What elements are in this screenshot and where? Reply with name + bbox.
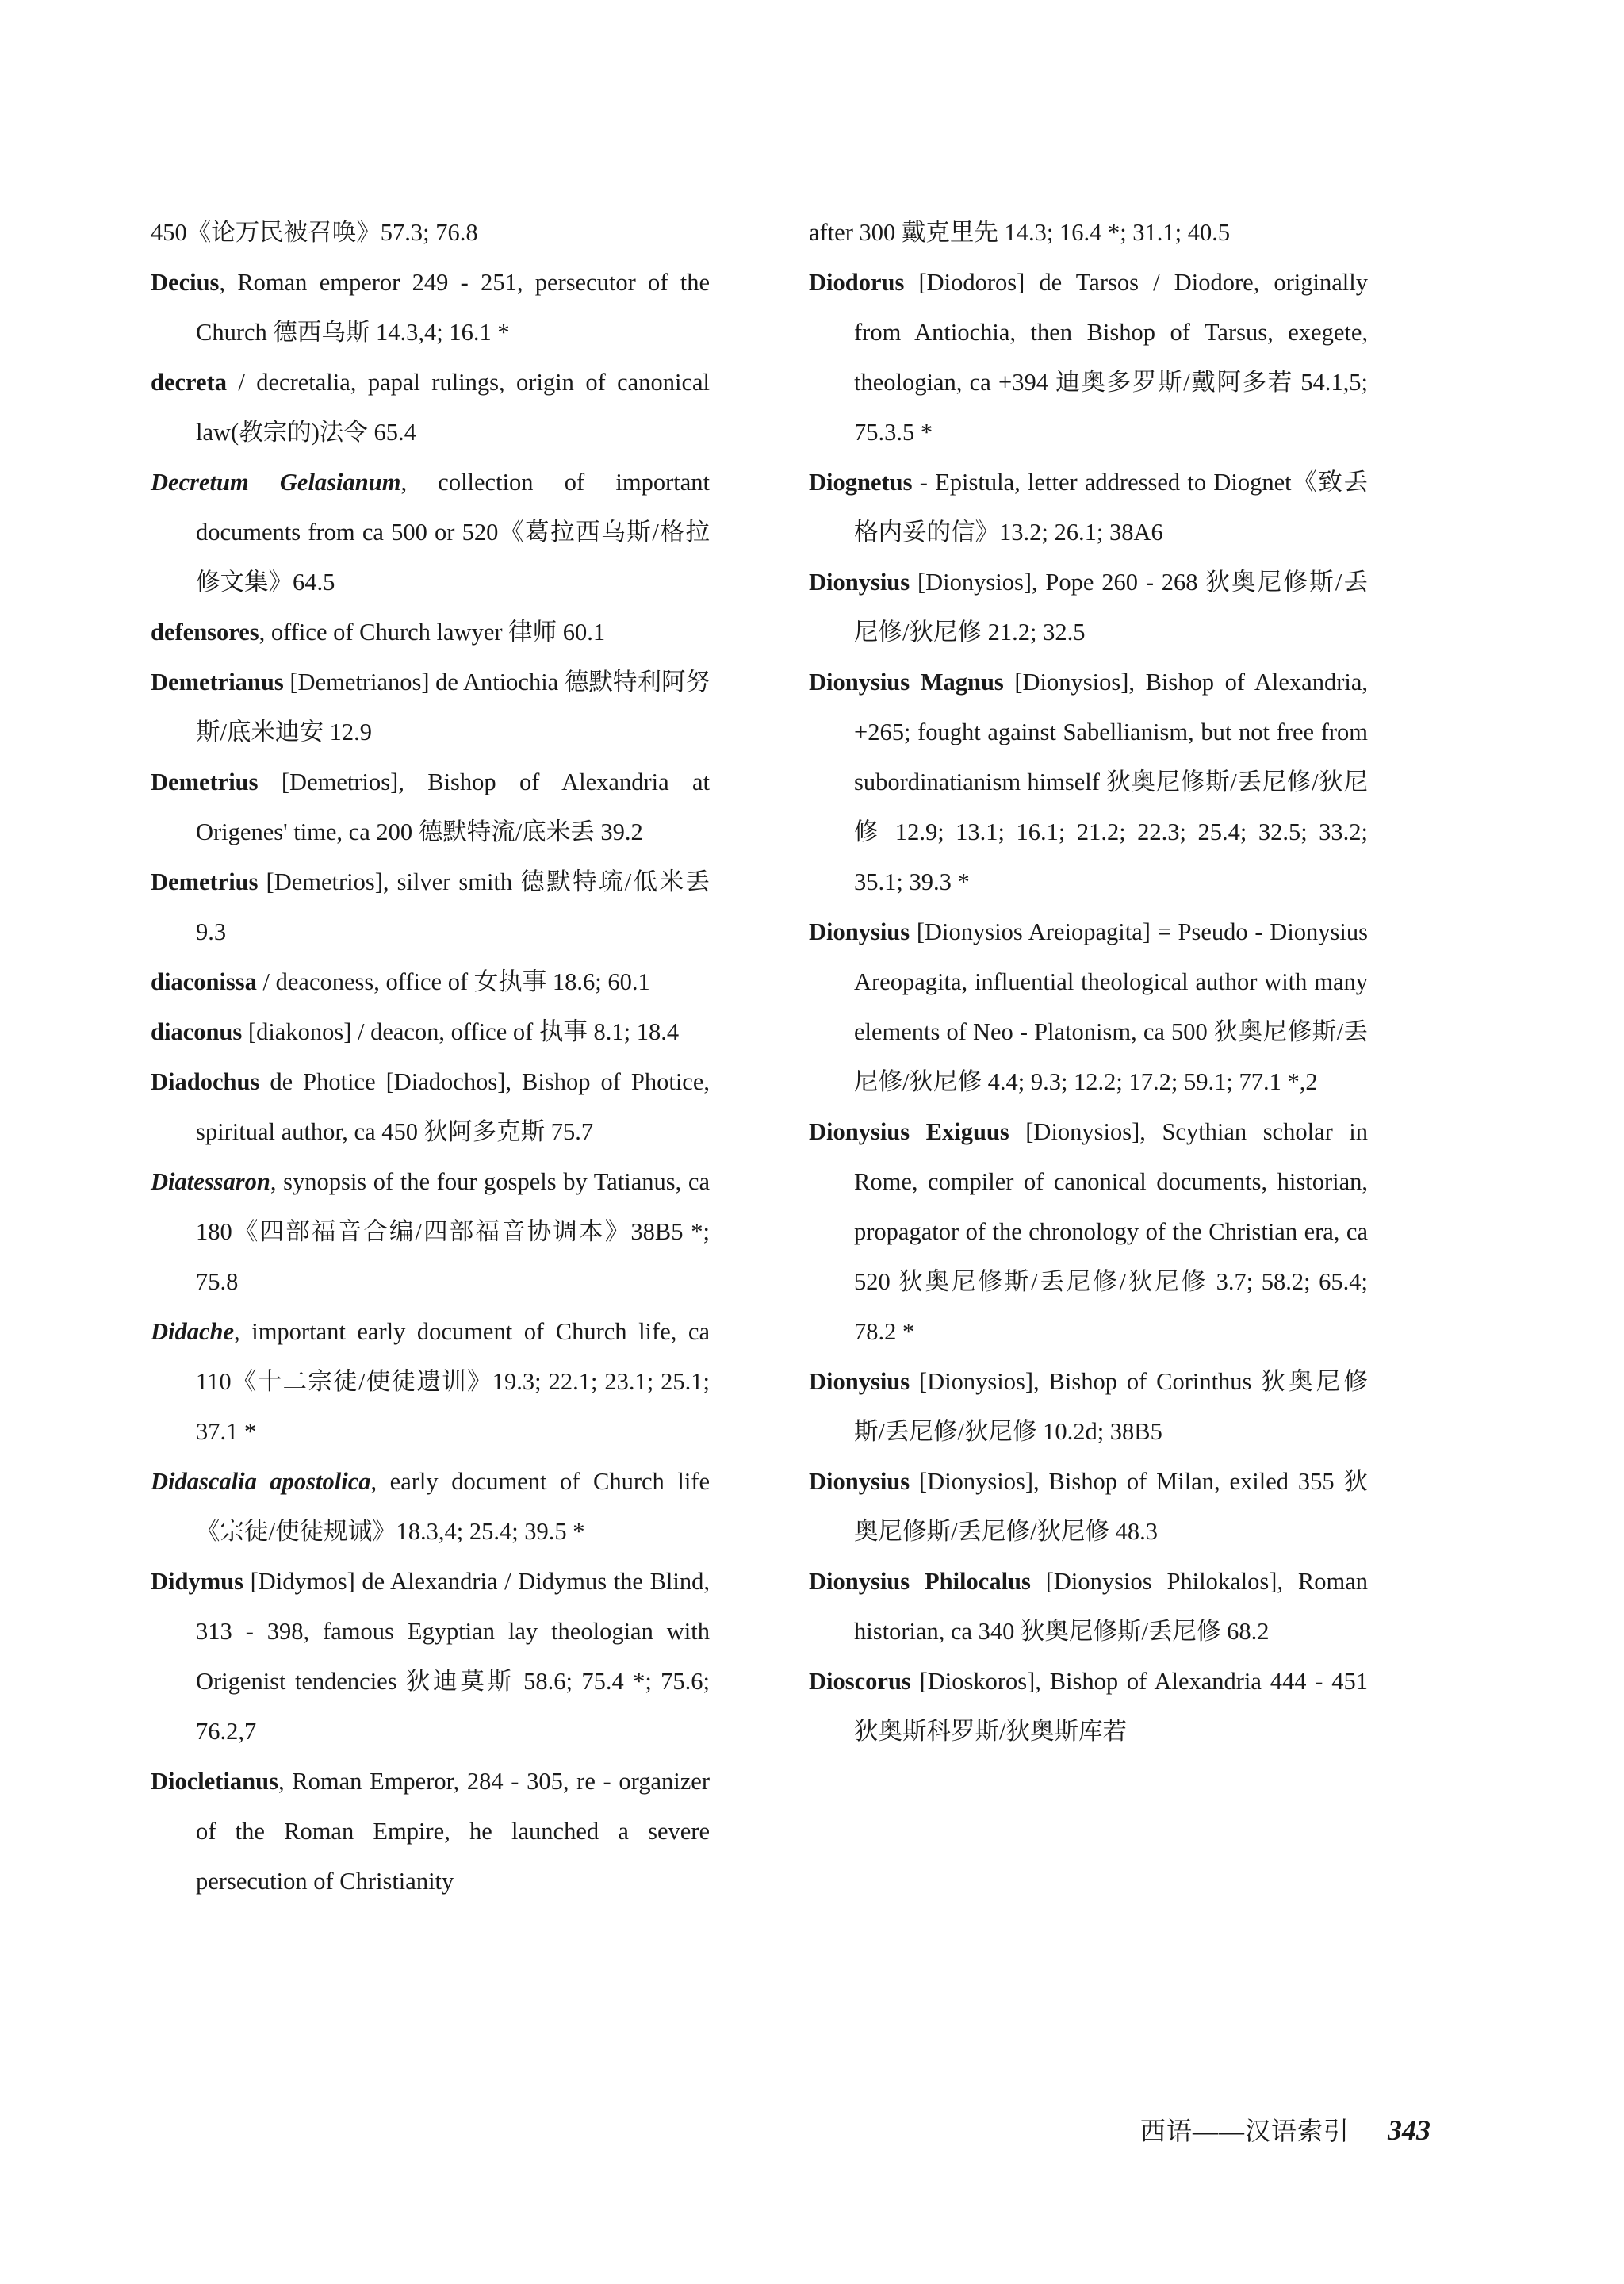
index-entry [151, 1007, 710, 1057]
index-entry [809, 458, 1368, 558]
index-entry [151, 757, 710, 857]
entry-text: , important early document of Church life, ca 110《十二宗徒/使徒遗训》19.3; 22.1; 23.1; 25.1; 37.1 * [196, 1318, 710, 1445]
entry-headword: Diognetus [809, 469, 913, 496]
index-entry [809, 657, 1368, 907]
entry-headword: Didache [151, 1318, 235, 1345]
entry-headword: Diadochus [151, 1068, 260, 1095]
index-entry [151, 957, 710, 1007]
index-entry [151, 657, 710, 757]
entry-text: after 300 戴克里先 14.3; 16.4 *; 31.1; 40.5 [809, 219, 1231, 246]
entry-headword: Decius [151, 269, 220, 296]
entry-text: , Roman Emperor, 284 - 305, re - organizer of the Roman Empire, he launched a severe persecution of Christianity [196, 1768, 710, 1895]
entry-text: , early document of Church life《宗徒/使徒规诫》18.3,4; 25.4; 39.5 * [196, 1468, 710, 1545]
entry-headword: decreta [151, 369, 227, 396]
entry-text: [Dionysios Areiopagita] = Pseudo - Dionysius Areopagita, influential theological author with many elements of Neo - Platonism, ca 500 狄奥尼修斯/丢尼修/狄尼修 4.4; 9.3; 12.2; 17.2; 59.1; 77.1 *,2 [854, 918, 1368, 1095]
entry-text: 450《论万民被召唤》57.3; 76.8 [151, 219, 478, 246]
index-entry [151, 258, 710, 358]
entry-headword: defensores [151, 619, 259, 646]
entry-text: / decretalia, papal rulings, origin of canonical law(教宗的)法令 65.4 [196, 369, 710, 446]
entry-headword: Dionysius [809, 1468, 910, 1495]
entry-headword: Dioscorus [809, 1668, 911, 1695]
page-number: 343 [1388, 2114, 1431, 2146]
index-entry [809, 258, 1368, 458]
entry-text: [diakonos] / deacon, office of 执事 8.1; 18.4 [242, 1018, 680, 1045]
entry-headword: Dionysius Exiguus [809, 1118, 1009, 1145]
entry-text: [Didymos] de Alexandria / Didymus the Blind, 313 - 398, famous Egyptian lay theologian with Origenist tendencies 狄迪莫斯 58.6; 75.4 *; 75.6; 76.2,7 [196, 1568, 710, 1745]
index-entry [151, 1757, 710, 1907]
index-entry [809, 558, 1368, 657]
index-entry [809, 1657, 1368, 1757]
entry-headword: Diatessaron [151, 1168, 270, 1195]
entry-text: [Demetrianos] de Antiochia 德默特利阿努斯/底米迪安 12.9 [196, 669, 710, 745]
entry-headword: Demetrius [151, 768, 259, 795]
entry-headword: Demetrius [151, 868, 259, 895]
entry-text: , synopsis of the four gospels by Tatianus, ca 180《四部福音合编/四部福音协调本》38B5 *; 75.8 [196, 1168, 710, 1295]
index-entry [809, 1457, 1368, 1557]
entry-headword: diaconus [151, 1018, 243, 1045]
index-entry [151, 1307, 710, 1457]
entry-text: [Demetrios], Bishop of Alexandria at Origenes' time, ca 200 德默特流/底米丢 39.2 [196, 768, 710, 845]
entry-text: [Dionysios], Bishop of Alexandria, +265; fought against Sabellianism, but not free from subordinatianism himself 狄奥尼修斯/丢尼修/狄尼修 12.9; 13.1; 16.1; 21.2; 22.3; 25.4; 32.5; 33.2; 35.1; 39.3 * [854, 669, 1368, 895]
index-entry [151, 1557, 710, 1757]
entry-text: , Roman emperor 249 - 251, persecutor of the Church 德西乌斯 14.3,4; 16.1 * [196, 269, 710, 346]
entry-text: [Dionysios], Scythian scholar in Rome, compiler of canonical documents, historian, propagator of the chronology of the Christian era, ca 520 狄奥尼修斯/丢尼修/狄尼修 3.7; 58.2; 65.4; 78.2 * [854, 1118, 1369, 1345]
entry-headword: Dionysius [809, 918, 910, 945]
entry-headword: diaconissa [151, 968, 257, 995]
entry-text: / deaconess, office of 女执事 18.6; 60.1 [256, 968, 650, 995]
page-footer [1140, 2111, 1431, 2148]
entry-text: de Photice [Diadochos], Bishop of Photice, spiritual author, ca 450 狄阿多克斯 75.7 [196, 1068, 710, 1145]
entry-headword: Dionysius [809, 569, 910, 596]
entry-headword: Dionysius Philocalus [809, 1568, 1031, 1595]
index-entry [809, 1107, 1368, 1357]
entry-headword: Dionysius [809, 1368, 910, 1395]
index-entry [809, 1357, 1368, 1457]
index-entry [151, 358, 710, 458]
right-column [809, 208, 1368, 1757]
entry-text: , office of Church lawyer 律师 60.1 [259, 619, 606, 646]
entry-text: [Dionysios Philokalos], Roman historian, ca 340 狄奥尼修斯/丢尼修 68.2 [854, 1568, 1369, 1645]
entry-headword: Demetrianus [151, 669, 284, 696]
entry-text: [Dionysios], Bishop of Milan, exiled 355 狄奥尼修斯/丢尼修/狄尼修 48.3 [854, 1468, 1368, 1545]
entry-headword: Diodorus [809, 269, 905, 296]
index-entry [151, 1457, 710, 1557]
index-entry [809, 1557, 1368, 1657]
index-entry [151, 458, 710, 607]
index-entry [151, 607, 710, 657]
entry-headword: Didymus [151, 1568, 243, 1595]
entry-text: , collection of important documents from ca 500 or 520《葛拉西乌斯/格拉修文集》64.5 [196, 469, 710, 596]
index-entry [151, 1157, 710, 1307]
index-entry [809, 907, 1368, 1107]
entry-headword: Didascalia apostolica [151, 1468, 371, 1495]
entry-text: [Demetrios], silver smith 德默特琉/低米丢 9.3 [196, 868, 710, 945]
index-entry [809, 208, 1368, 258]
entry-text: [Dionysios], Bishop of Corinthus 狄奥尼修斯/丢尼修/狄尼修 10.2d; 38B5 [854, 1368, 1368, 1445]
entry-headword: Dionysius Magnus [809, 669, 1004, 696]
entry-text: [Diodoros] de Tarsos / Diodore, originally from Antiochia, then Bishop of Tarsus, exegete, theologian, ca +394 迪奥多罗斯/戴阿多若 54.1,5; 75.3.5 * [854, 269, 1368, 446]
left-column [151, 208, 710, 1907]
index-entry [151, 208, 710, 258]
section-label: 西语——汉语索引 [1140, 2117, 1350, 2145]
entry-headword: Diocletianus [151, 1768, 278, 1795]
entry-text: - Epistula, letter addressed to Diognet《致丢格内妥的信》13.2; 26.1; 38A6 [854, 469, 1368, 546]
entry-text: [Dionysios], Pope 260 - 268 狄奥尼修斯/丢尼修/狄尼修 21.2; 32.5 [854, 569, 1368, 646]
entry-headword: Decretum Gelasianum [151, 469, 401, 496]
entry-text: [Dioskoros], Bishop of Alexandria 444 - 451 狄奥斯科罗斯/狄奥斯库若 [854, 1668, 1368, 1745]
index-entry [151, 1057, 710, 1157]
index-entry [151, 857, 710, 957]
